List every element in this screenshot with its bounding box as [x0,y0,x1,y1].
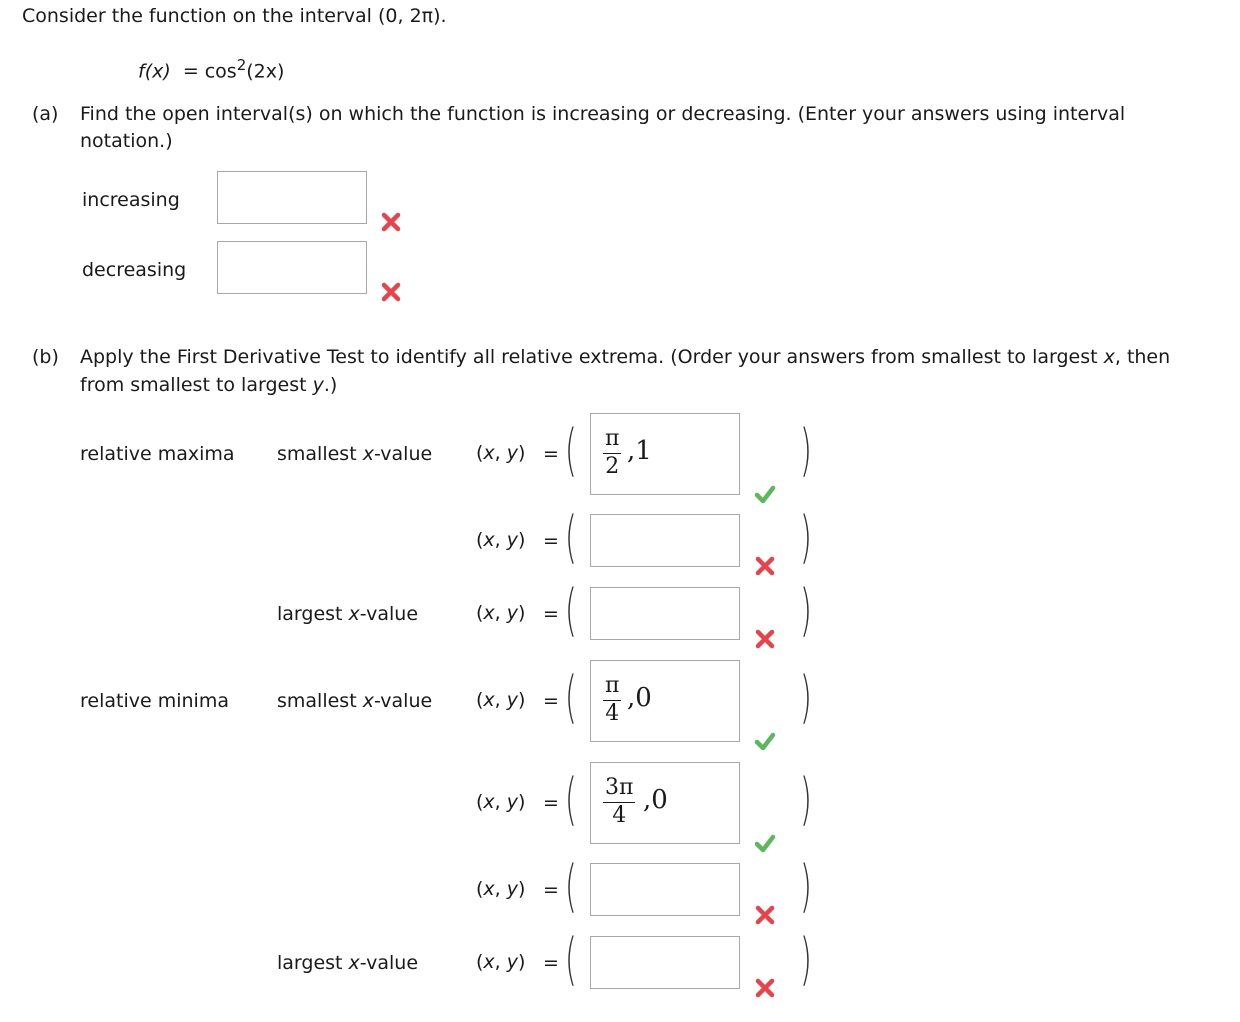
function-exponent: 2 [236,56,247,74]
equals-sign: = [543,443,559,465]
function-definition [138,56,284,82]
equals-sign: = [543,792,559,814]
answer-tail: ,1 [627,436,652,466]
function-equals: = [182,60,199,83]
fraction-numerator: 3π [605,775,634,800]
function-base: cos [204,60,237,83]
answer-fraction [603,675,621,725]
increasing-label: increasing [82,189,180,211]
cross-icon [754,555,776,577]
right-paren: ) [799,665,812,730]
xy-label: (x, y) [476,689,526,711]
left-paren: ( [564,767,577,832]
check-icon [754,832,776,854]
function-argument: (2x) [246,60,285,83]
right-paren: ) [799,767,812,832]
right-paren: ) [799,926,812,992]
xy-label: (x, y) [476,877,526,900]
equals-sign: = [543,602,559,625]
fraction-denominator: 4 [605,701,620,726]
cross-icon [380,281,402,303]
right-paren: ) [799,577,812,643]
cross-icon [754,904,776,926]
decreasing-label: decreasing [82,259,187,281]
xy-label: (x, y) [476,528,526,551]
part-a-instructions-line1: Find the open interval(s) on which the function is increasing or decreasing. (Enter your answers using interval [80,103,1126,125]
min-point-4-input[interactable] [590,936,740,989]
cross-icon [380,211,402,233]
relative-minima-label: relative minima [80,690,229,712]
min-point-2-input[interactable] [590,762,740,844]
left-paren: ( [564,418,577,483]
function-lhs: f(x) [138,60,171,83]
right-paren: ) [799,418,812,483]
fraction-denominator: 2 [605,454,620,479]
answer-tail: ,0 [643,785,668,815]
left-paren: ( [564,853,577,919]
part-b-label: (b) [32,346,59,368]
left-paren: ( [564,926,577,992]
part-b-instructions-line1: Apply the First Derivative Test to identify all relative extrema. (Order your answers from smallest to largest x, then [80,346,1171,368]
part-a-instructions-line2: notation.) [80,130,173,152]
relative-maxima-label: relative maxima [80,443,235,465]
right-paren: ) [799,504,812,570]
answer-tail: ,0 [627,683,652,713]
check-icon [754,730,776,752]
min-point-1-input[interactable] [590,660,740,742]
min-largest-x-label: largest x-value [277,952,419,974]
cross-icon [754,977,776,999]
fraction-numerator: π [605,673,620,698]
max-point-3-input[interactable] [590,587,740,640]
left-paren: ( [564,577,577,643]
decreasing-input[interactable] [217,241,367,294]
cross-icon [754,628,776,650]
right-paren: ) [799,853,812,919]
max-point-2-input[interactable] [590,514,740,567]
part-a-label: (a) [32,103,59,125]
max-largest-x-label: largest x-value [277,603,419,625]
fraction-denominator: 4 [612,803,627,828]
check-icon [754,483,776,505]
equals-sign: = [543,529,559,552]
equals-sign: = [543,878,559,901]
answer-fraction [603,428,621,478]
equals-sign: = [543,951,559,974]
min-point-3-input[interactable] [590,863,740,916]
left-paren: ( [564,665,577,730]
xy-label: (x, y) [476,442,526,464]
min-smallest-x-label: smallest x-value [277,690,433,712]
increasing-input[interactable] [217,171,367,224]
max-point-1-input[interactable] [590,413,740,495]
intro-text: Consider the function on the interval (0, 2π). [22,5,447,27]
left-paren: ( [564,504,577,570]
max-smallest-x-label: smallest x-value [277,443,433,465]
fraction-numerator: π [605,426,620,451]
equals-sign: = [543,690,559,712]
xy-label: (x, y) [476,601,526,624]
part-b-instructions-line2: from smallest to largest y.) [80,374,338,396]
xy-label: (x, y) [476,950,526,973]
answer-fraction [603,777,635,827]
xy-label: (x, y) [476,791,526,813]
